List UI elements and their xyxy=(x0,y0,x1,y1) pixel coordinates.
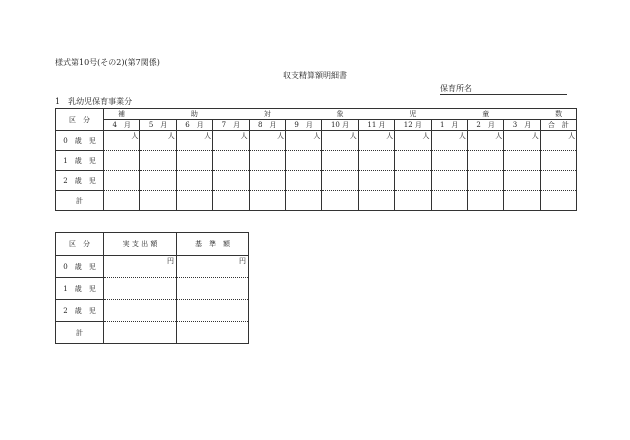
actual-expenditure-cell[interactable] xyxy=(104,278,177,300)
count-cell[interactable] xyxy=(322,151,358,171)
count-cell[interactable]: 人 xyxy=(213,131,249,151)
count-cell[interactable]: 人 xyxy=(504,131,540,151)
count-cell[interactable] xyxy=(431,171,467,191)
count-cell[interactable] xyxy=(358,151,394,171)
category-header: 区 分 xyxy=(56,109,104,131)
count-cell[interactable]: 人 xyxy=(140,131,176,151)
month-header: 合 計 xyxy=(540,120,576,131)
count-cell[interactable] xyxy=(176,171,212,191)
actual-expenditure-cell[interactable] xyxy=(104,322,177,344)
group-header xyxy=(104,109,577,120)
count-cell[interactable] xyxy=(431,151,467,171)
count-cell[interactable] xyxy=(104,191,140,211)
count-cell[interactable] xyxy=(504,151,540,171)
count-cell[interactable] xyxy=(140,191,176,211)
form-number: 様式第10号(その2)(第7関係) xyxy=(55,58,160,67)
group-header-char: 象 xyxy=(336,110,344,118)
document-title: 収支精算額明細書 xyxy=(283,71,347,80)
month-header: 5 月 xyxy=(140,120,176,131)
table-row xyxy=(56,131,577,151)
count-cell[interactable]: 人 xyxy=(104,131,140,151)
month-header: 7 月 xyxy=(213,120,249,131)
count-cell[interactable] xyxy=(504,171,540,191)
count-cell[interactable] xyxy=(540,151,576,171)
count-cell[interactable] xyxy=(285,191,321,211)
row-label: 計 xyxy=(56,191,104,211)
row-label: 2 歳 児 xyxy=(56,300,104,322)
count-cell[interactable]: 人 xyxy=(249,131,285,151)
count-cell[interactable] xyxy=(176,191,212,211)
count-cell[interactable] xyxy=(358,191,394,211)
group-header-char: 童 xyxy=(482,110,490,118)
count-cell[interactable]: 人 xyxy=(285,131,321,151)
count-cell[interactable] xyxy=(285,151,321,171)
count-cell[interactable] xyxy=(540,191,576,211)
table-row xyxy=(56,278,249,300)
table-row xyxy=(56,191,577,211)
table-row xyxy=(56,300,249,322)
standard-amount-header: 基 準 額 xyxy=(177,233,249,256)
actual-expenditure-header: 実 支 出 額 xyxy=(104,233,177,256)
count-cell[interactable] xyxy=(104,171,140,191)
group-header-char: 補 xyxy=(118,110,125,118)
actual-expenditure-cell[interactable]: 円 xyxy=(104,256,177,278)
count-cell[interactable] xyxy=(249,171,285,191)
table-row xyxy=(56,151,577,171)
count-cell[interactable]: 人 xyxy=(176,131,212,151)
count-cell[interactable] xyxy=(322,191,358,211)
standard-amount-cell[interactable] xyxy=(177,300,249,322)
count-cell[interactable] xyxy=(213,151,249,171)
count-cell[interactable] xyxy=(540,171,576,191)
row-label: 1 歳 児 xyxy=(56,278,104,300)
row-label: 計 xyxy=(56,322,104,344)
row-label: 2 歳 児 xyxy=(56,171,104,191)
count-cell[interactable] xyxy=(395,151,431,171)
group-header-char: 数 xyxy=(555,110,563,118)
subsidy-children-table xyxy=(55,108,577,211)
count-cell[interactable]: 人 xyxy=(358,131,394,151)
month-header: 12 月 xyxy=(395,120,431,131)
standard-amount-cell[interactable] xyxy=(177,322,249,344)
count-cell[interactable] xyxy=(358,171,394,191)
count-cell[interactable]: 人 xyxy=(322,131,358,151)
count-cell[interactable] xyxy=(140,171,176,191)
table-row xyxy=(56,171,577,191)
month-header: 6 月 xyxy=(176,120,212,131)
table-row xyxy=(56,256,249,278)
standard-amount-cell[interactable]: 円 xyxy=(177,256,249,278)
count-cell[interactable] xyxy=(213,171,249,191)
month-header: 11 月 xyxy=(358,120,394,131)
month-header: 10 月 xyxy=(322,120,358,131)
facility-name-field[interactable]: 保育所名 xyxy=(440,85,567,95)
group-header-char: 助 xyxy=(190,110,198,118)
month-header: 2 月 xyxy=(467,120,503,131)
count-cell[interactable] xyxy=(467,191,503,211)
count-cell[interactable] xyxy=(249,191,285,211)
count-cell[interactable] xyxy=(395,171,431,191)
count-cell[interactable]: 人 xyxy=(540,131,576,151)
count-cell[interactable]: 人 xyxy=(467,131,503,151)
count-cell[interactable] xyxy=(431,191,467,211)
count-cell[interactable] xyxy=(176,151,212,171)
row-label: 0 歳 児 xyxy=(56,131,104,151)
section-title: 1 乳幼児保育事業分 xyxy=(55,97,133,106)
count-cell[interactable] xyxy=(104,151,140,171)
month-header: 4 月 xyxy=(104,120,140,131)
month-header: 8 月 xyxy=(249,120,285,131)
group-header-char: 児 xyxy=(409,110,417,118)
month-header: 9 月 xyxy=(285,120,321,131)
count-cell[interactable] xyxy=(249,151,285,171)
standard-amount-cell[interactable] xyxy=(177,278,249,300)
month-header: 1 月 xyxy=(431,120,467,131)
count-cell[interactable]: 人 xyxy=(431,131,467,151)
count-cell[interactable] xyxy=(467,151,503,171)
count-cell[interactable] xyxy=(213,191,249,211)
count-cell[interactable] xyxy=(140,151,176,171)
count-cell[interactable]: 人 xyxy=(395,131,431,151)
category-header: 区 分 xyxy=(56,233,104,256)
count-cell[interactable] xyxy=(467,171,503,191)
month-header: 3 月 xyxy=(504,120,540,131)
count-cell[interactable] xyxy=(322,171,358,191)
row-label: 0 歳 児 xyxy=(56,256,104,278)
count-cell[interactable] xyxy=(504,191,540,211)
table-row xyxy=(56,322,249,344)
group-header-char: 対 xyxy=(263,110,271,118)
actual-expenditure-cell[interactable] xyxy=(104,300,177,322)
expenditure-table xyxy=(55,232,249,344)
row-label: 1 歳 児 xyxy=(56,151,104,171)
count-cell[interactable] xyxy=(285,171,321,191)
count-cell[interactable] xyxy=(395,191,431,211)
